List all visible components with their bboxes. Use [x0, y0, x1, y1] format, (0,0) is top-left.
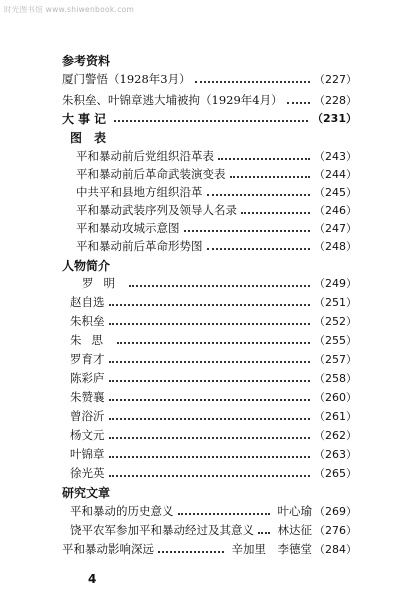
leader-dots [207, 194, 311, 196]
toc-entry-page: （228） [314, 94, 357, 107]
toc-entry-page: （260） [314, 391, 357, 404]
toc-entry-page: （244） [314, 168, 357, 181]
toc-entry[interactable] [76, 166, 357, 182]
toc-entry[interactable] [76, 220, 357, 236]
section-heading-references: 参考资料 [62, 54, 111, 68]
toc-entry-page: （248） [314, 240, 357, 253]
toc-entry-page: （269） [314, 505, 357, 518]
leader-dots [129, 285, 310, 287]
toc-entry-page: （258） [314, 372, 357, 385]
leader-dots [184, 230, 311, 232]
toc-entry-title: 厦门警悟（1928年3月） [62, 72, 191, 86]
toc-entry[interactable] [70, 408, 357, 424]
toc-entry-title: 叶锦章 [70, 447, 105, 461]
toc-entry-page: （262） [314, 429, 357, 442]
toc-entry-chronicle[interactable] [62, 110, 357, 126]
leader-dots [114, 120, 308, 122]
toc-entry-page: （245） [314, 186, 357, 199]
toc-entry[interactable] [76, 202, 357, 218]
leader-dots [218, 158, 310, 160]
toc-entry-title: 朱思 [70, 333, 113, 347]
toc-entry[interactable] [70, 313, 357, 329]
leader-dots [258, 532, 270, 534]
leader-dots [109, 399, 311, 401]
leader-dots [158, 551, 224, 553]
toc-entry[interactable] [70, 370, 357, 386]
toc-entry-title: 曾浴沂 [70, 409, 105, 423]
toc-entry[interactable] [76, 148, 357, 164]
toc-entry[interactable] [70, 446, 357, 462]
toc-entry-page: （265） [314, 467, 357, 480]
toc-entry-author: 叶心瑜 [277, 504, 312, 518]
toc-entry[interactable] [76, 184, 357, 200]
leader-dots [117, 342, 310, 344]
toc-entry-author: 辛加里 李德堂 [231, 542, 312, 556]
toc-entry-title: 陈彩庐 [70, 371, 105, 385]
toc-entry[interactable] [82, 275, 357, 291]
toc-entry-page: （251） [314, 296, 357, 309]
leader-dots [195, 81, 310, 83]
toc-entry-page: （284） [314, 543, 357, 556]
toc-entry-title: 朱赞襄 [70, 390, 105, 404]
toc-entry-title: 中共平和县地方组织沿革 [76, 185, 203, 199]
toc-entry-title: 饶平农军参加平和暴动经过及其意义 [70, 523, 254, 537]
leader-dots [109, 456, 311, 458]
leader-dots [178, 513, 270, 515]
toc-entry-page: （227） [314, 73, 357, 86]
toc-entry-title: 徐光英 [70, 466, 105, 480]
toc-entry[interactable] [62, 71, 357, 87]
watermark-text: 时光图书馆 www.shiwenbook.com [4, 5, 135, 14]
toc-entry-page: （252） [314, 315, 357, 328]
toc-entry-page: （255） [314, 334, 357, 347]
leader-dots [109, 380, 311, 382]
toc-entry-title: 平和暴动前后党组织沿革表 [76, 149, 214, 163]
leader-dots [241, 212, 310, 214]
toc-entry[interactable] [62, 92, 357, 108]
toc-entry-title: 平和暴动的历史意义 [70, 504, 174, 518]
toc-entry-title: 平和暴动武装序列及领导人名录 [76, 203, 237, 217]
page-number: 4 [88, 572, 97, 586]
toc-entry-page: （243） [314, 150, 357, 163]
leader-dots [109, 437, 311, 439]
leader-dots [287, 102, 310, 104]
toc-entry[interactable] [62, 541, 357, 557]
toc-entry-page: （263） [314, 448, 357, 461]
toc-entry[interactable] [70, 294, 357, 310]
toc-entry[interactable] [70, 522, 357, 538]
toc-entry-title: 平和暴动攻城示意图 [76, 221, 180, 235]
leader-dots [109, 418, 311, 420]
toc-entry-title: 朱积垒 [70, 314, 105, 328]
toc-entry[interactable] [70, 389, 357, 405]
toc-entry-page: （249） [314, 277, 357, 290]
toc-entry[interactable] [70, 351, 357, 367]
toc-entry-page: （247） [314, 222, 357, 235]
toc-entry-title: 罗明 [82, 276, 125, 290]
toc-entry-page: （261） [314, 410, 357, 423]
toc-entry-title: 朱积垒、叶锦章逃大埔被拘（1929年4月） [62, 93, 283, 107]
toc-entry-page: （246） [314, 204, 357, 217]
toc-entry-page: （231） [312, 112, 357, 125]
leader-dots [109, 361, 311, 363]
toc-entry-title: 罗育才 [70, 352, 105, 366]
leader-dots [109, 475, 311, 477]
toc-entry[interactable] [70, 465, 357, 481]
toc-entry-author: 林达征 [277, 523, 312, 537]
toc-entry-page: （276） [314, 524, 357, 537]
toc-entry-title: 平和暴动前后革命形势图 [76, 239, 203, 253]
toc-entry[interactable] [70, 503, 357, 519]
toc-entry-title: 大事记 [62, 111, 111, 126]
toc-entry-title: 赵自选 [70, 295, 105, 309]
toc-entry-title: 平和暴动前后革命武装演变表 [76, 167, 226, 181]
toc-entry-title: 平和暴动影响深远 [62, 542, 154, 556]
leader-dots [109, 304, 311, 306]
toc-entry[interactable] [70, 427, 357, 443]
toc-entry-title: 杨文元 [70, 428, 105, 442]
leader-dots [109, 323, 311, 325]
section-heading-biographies: 人物简介 [62, 259, 111, 273]
section-heading-articles: 研究文章 [62, 486, 111, 500]
toc-entry-page: （257） [314, 353, 357, 366]
toc-entry[interactable] [70, 332, 357, 348]
section-heading-charts: 图 表 [70, 131, 107, 145]
leader-dots [207, 248, 311, 250]
toc-entry[interactable] [76, 238, 357, 254]
leader-dots [230, 176, 311, 178]
